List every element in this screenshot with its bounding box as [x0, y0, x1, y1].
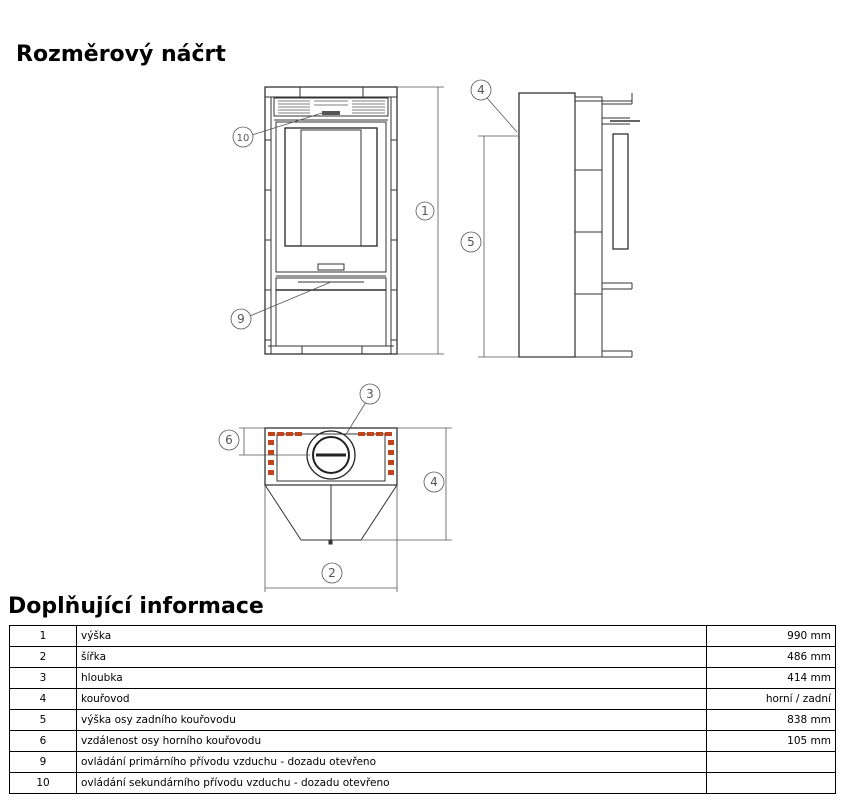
- row-label: výška: [77, 626, 707, 647]
- table-row: [10, 773, 836, 794]
- callout-9-leader: [231, 282, 331, 329]
- row-number: 3: [10, 668, 77, 689]
- row-value: 838 mm: [707, 710, 836, 731]
- row-value: horní / zadní: [707, 689, 836, 710]
- row-label: šířka: [77, 647, 707, 668]
- row-number: 5: [10, 710, 77, 731]
- row-number: 4: [10, 689, 77, 710]
- row-value: 486 mm: [707, 647, 836, 668]
- row-number: 1: [10, 626, 77, 647]
- dimension-table: [9, 625, 836, 794]
- row-number: 2: [10, 647, 77, 668]
- callout-3: 4: [430, 475, 438, 489]
- row-number: 9: [10, 752, 77, 773]
- sketch-title: Rozměrový náčrt: [16, 42, 226, 67]
- top-view: [265, 428, 397, 544]
- callout-6: 6: [225, 433, 233, 447]
- table-row: [10, 689, 836, 710]
- row-label: výška osy zadního kouřovodu: [77, 710, 707, 731]
- callout-10: 10: [236, 133, 250, 144]
- side-view: [519, 93, 640, 357]
- table-row: [10, 731, 836, 752]
- row-value: [707, 773, 836, 794]
- row-label: hloubka: [77, 668, 707, 689]
- table-row: [10, 626, 836, 647]
- row-number: 10: [10, 773, 77, 794]
- table-row: [10, 710, 836, 731]
- dimension-1-height: [397, 87, 444, 354]
- callout-5: 5: [467, 235, 475, 249]
- row-label: vzdálenost osy horního kouřovodu: [77, 731, 707, 752]
- row-value: 105 mm: [707, 731, 836, 752]
- callout-4-top: 3: [366, 387, 374, 401]
- callout-9: 9: [237, 312, 245, 326]
- row-value: 414 mm: [707, 668, 836, 689]
- dimension-3-depth: [361, 428, 452, 540]
- row-label: kouřovod: [77, 689, 707, 710]
- table-row: [10, 647, 836, 668]
- row-number: 6: [10, 731, 77, 752]
- row-value: [707, 752, 836, 773]
- callout-4-side: 4: [477, 83, 485, 97]
- row-label: ovládání sekundárního přívodu vzduchu - dozadu otevřeno: [77, 773, 707, 794]
- row-value: 990 mm: [707, 626, 836, 647]
- callout-1: 1: [421, 204, 429, 218]
- front-view: [265, 87, 397, 354]
- table-row: [10, 752, 836, 773]
- callout-2: 2: [328, 566, 336, 580]
- row-label: ovládání primárního přívodu vzduchu - dozadu otevřeno: [77, 752, 707, 773]
- info-title: Doplňující informace: [8, 594, 264, 619]
- table-row: [10, 668, 836, 689]
